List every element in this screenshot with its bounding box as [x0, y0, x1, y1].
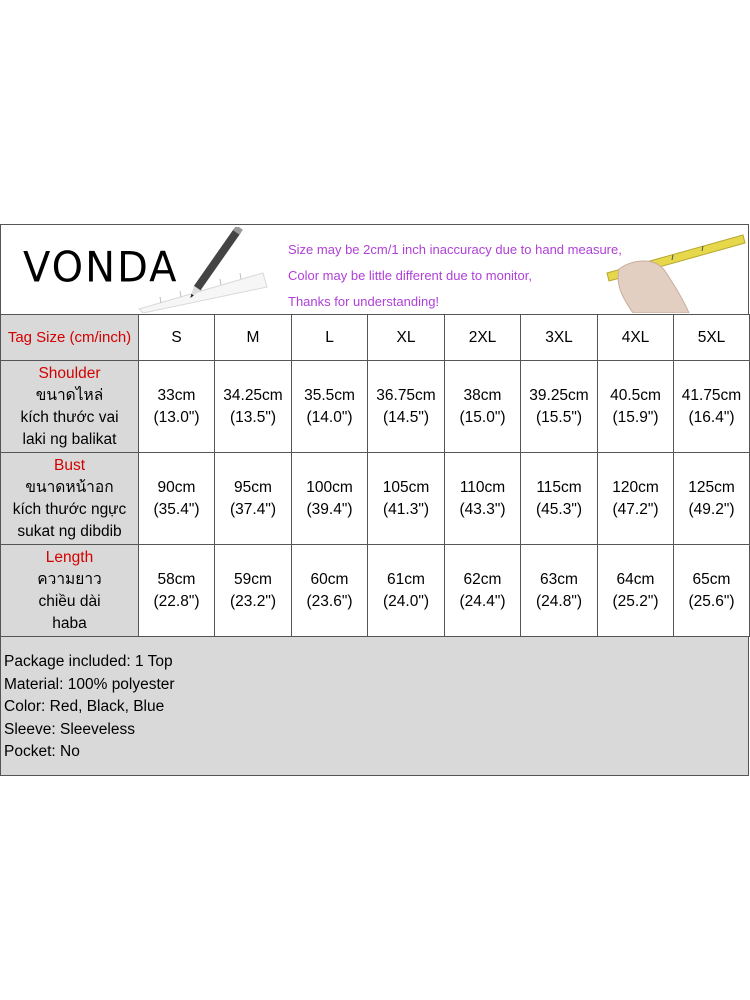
table-cell: [215, 545, 292, 637]
table-cell: [445, 453, 521, 545]
size-header: L: [292, 315, 368, 361]
inch-value: (15.5"): [536, 408, 582, 426]
inch-value: (15.9"): [612, 408, 659, 426]
table-cell: [598, 361, 674, 453]
table-row: [1, 545, 750, 637]
inch-value: (22.8"): [153, 592, 200, 610]
table-cell: [674, 361, 750, 453]
inch-value: (23.2"): [230, 592, 276, 610]
inch-value: (45.3"): [536, 500, 582, 518]
cm-value: 60cm: [310, 570, 349, 588]
cm-value: 38cm: [463, 386, 502, 404]
table-cell: [674, 453, 750, 545]
row-label: [1, 361, 139, 453]
inch-value: (39.4"): [306, 500, 353, 518]
size-header: 5XL: [674, 315, 750, 361]
cm-value: 33cm: [157, 386, 196, 404]
table-cell: [139, 453, 215, 545]
translation: chiều dài: [38, 592, 101, 610]
table-cell: [215, 453, 292, 545]
tape-measure-hand-icon: [603, 229, 747, 313]
translation: ขนาดไหล่: [35, 386, 104, 404]
cm-value: 110cm: [459, 478, 506, 496]
inch-value: (25.2"): [612, 592, 659, 610]
table-cell: [368, 453, 445, 545]
cm-value: 100cm: [306, 478, 353, 496]
cm-value: 39.25cm: [529, 386, 589, 404]
cm-value: 58cm: [157, 570, 196, 588]
cm-value: 34.25cm: [223, 386, 283, 404]
inch-value: (13.0"): [153, 408, 200, 426]
table-cell: [292, 545, 368, 637]
cm-value: 41.75cm: [681, 386, 742, 404]
detail-line: Sleeve: Sleeveless: [4, 720, 135, 738]
cm-value: 120cm: [612, 478, 659, 496]
measurement-name: Length: [45, 548, 94, 566]
table-cell: [521, 453, 598, 545]
note-line: Thanks for understanding!: [288, 294, 440, 309]
size-header: XL: [368, 315, 445, 361]
inch-value: (43.3"): [459, 500, 506, 518]
inch-value: (35.4"): [153, 500, 200, 518]
translation: ความยาว: [37, 570, 102, 588]
table-row: [1, 361, 750, 453]
row-label: [1, 453, 139, 545]
size-header: M: [215, 315, 292, 361]
table-cell: [445, 361, 521, 453]
inch-value: (24.8"): [536, 592, 582, 610]
cm-value: 95cm: [234, 478, 272, 496]
measurement-name: Shoulder: [38, 364, 101, 382]
table-cell: [598, 545, 674, 637]
table-cell: [292, 453, 368, 545]
translation: haba: [52, 614, 87, 632]
inch-value: (16.4"): [688, 408, 735, 426]
inch-value: (23.6"): [306, 592, 353, 610]
cm-value: 63cm: [540, 570, 578, 588]
inch-value: (25.6"): [688, 592, 735, 610]
size-header: 4XL: [598, 315, 674, 361]
detail-line: Material: 100% polyester: [4, 675, 175, 693]
table-cell: [368, 545, 445, 637]
product-details: [0, 637, 749, 776]
pencil-ruler-icon: [131, 227, 271, 313]
size-header: 3XL: [521, 315, 598, 361]
cm-value: 90cm: [157, 478, 196, 496]
measurement-name: Bust: [53, 456, 85, 474]
table-cell: [521, 361, 598, 453]
inch-value: (49.2"): [688, 500, 735, 518]
table-cell: [215, 361, 292, 453]
translation: sukat ng dibdib: [17, 522, 122, 540]
table-cell: [445, 545, 521, 637]
table-cell: [368, 361, 445, 453]
inch-value: (13.5"): [230, 408, 276, 426]
detail-line: Pocket: No: [4, 743, 80, 760]
cm-value: 125cm: [688, 478, 735, 496]
inch-value: (14.5"): [383, 408, 429, 426]
cm-value: 61cm: [387, 570, 425, 588]
cm-value: 36.75cm: [376, 386, 436, 404]
table-cell: [521, 545, 598, 637]
inch-value: (14.0"): [306, 408, 353, 426]
note-line: Size may be 2cm/1 inch inaccuracy due to hand measure,: [288, 242, 622, 257]
cm-value: 35.5cm: [304, 386, 355, 404]
translation: kích thước ngực: [12, 500, 127, 518]
cm-value: 40.5cm: [610, 386, 661, 404]
table-cell: [292, 361, 368, 453]
table-cell: [139, 361, 215, 453]
table-row: [1, 453, 750, 545]
inch-value: (47.2"): [612, 500, 659, 518]
inch-value: (24.0"): [383, 592, 429, 610]
table-cell: [139, 545, 215, 637]
banner: [0, 224, 749, 314]
inch-value: (15.0"): [459, 408, 506, 426]
inch-value: (41.3"): [383, 500, 429, 518]
cm-value: 64cm: [616, 570, 655, 588]
table-cell: [674, 545, 750, 637]
table-cell: [598, 453, 674, 545]
detail-line: Package included: 1 Top: [4, 653, 173, 670]
measurement-notes: [288, 237, 622, 315]
translation: laki ng balikat: [22, 430, 117, 448]
cm-value: 115cm: [536, 478, 582, 496]
tag-size-label: Tag Size (cm/inch): [1, 315, 139, 361]
cm-value: 59cm: [234, 570, 272, 588]
translation: kích thước vai: [20, 408, 119, 426]
size-header: 2XL: [445, 315, 521, 361]
brand-logo: VONDA: [23, 243, 179, 293]
cm-value: 65cm: [692, 570, 731, 588]
note-line: Color may be little different due to monitor,: [288, 268, 532, 283]
size-header: S: [139, 315, 215, 361]
size-table: [0, 314, 750, 637]
detail-line: Color: Red, Black, Blue: [4, 698, 165, 715]
cm-value: 105cm: [382, 478, 430, 496]
inch-value: (37.4"): [230, 500, 276, 518]
cm-value: 62cm: [463, 570, 502, 588]
size-chart: [0, 224, 749, 776]
translation: ขนาดหน้าอก: [25, 478, 114, 496]
inch-value: (24.4"): [459, 592, 506, 610]
row-label: [1, 545, 139, 637]
size-header-row: [1, 315, 750, 361]
